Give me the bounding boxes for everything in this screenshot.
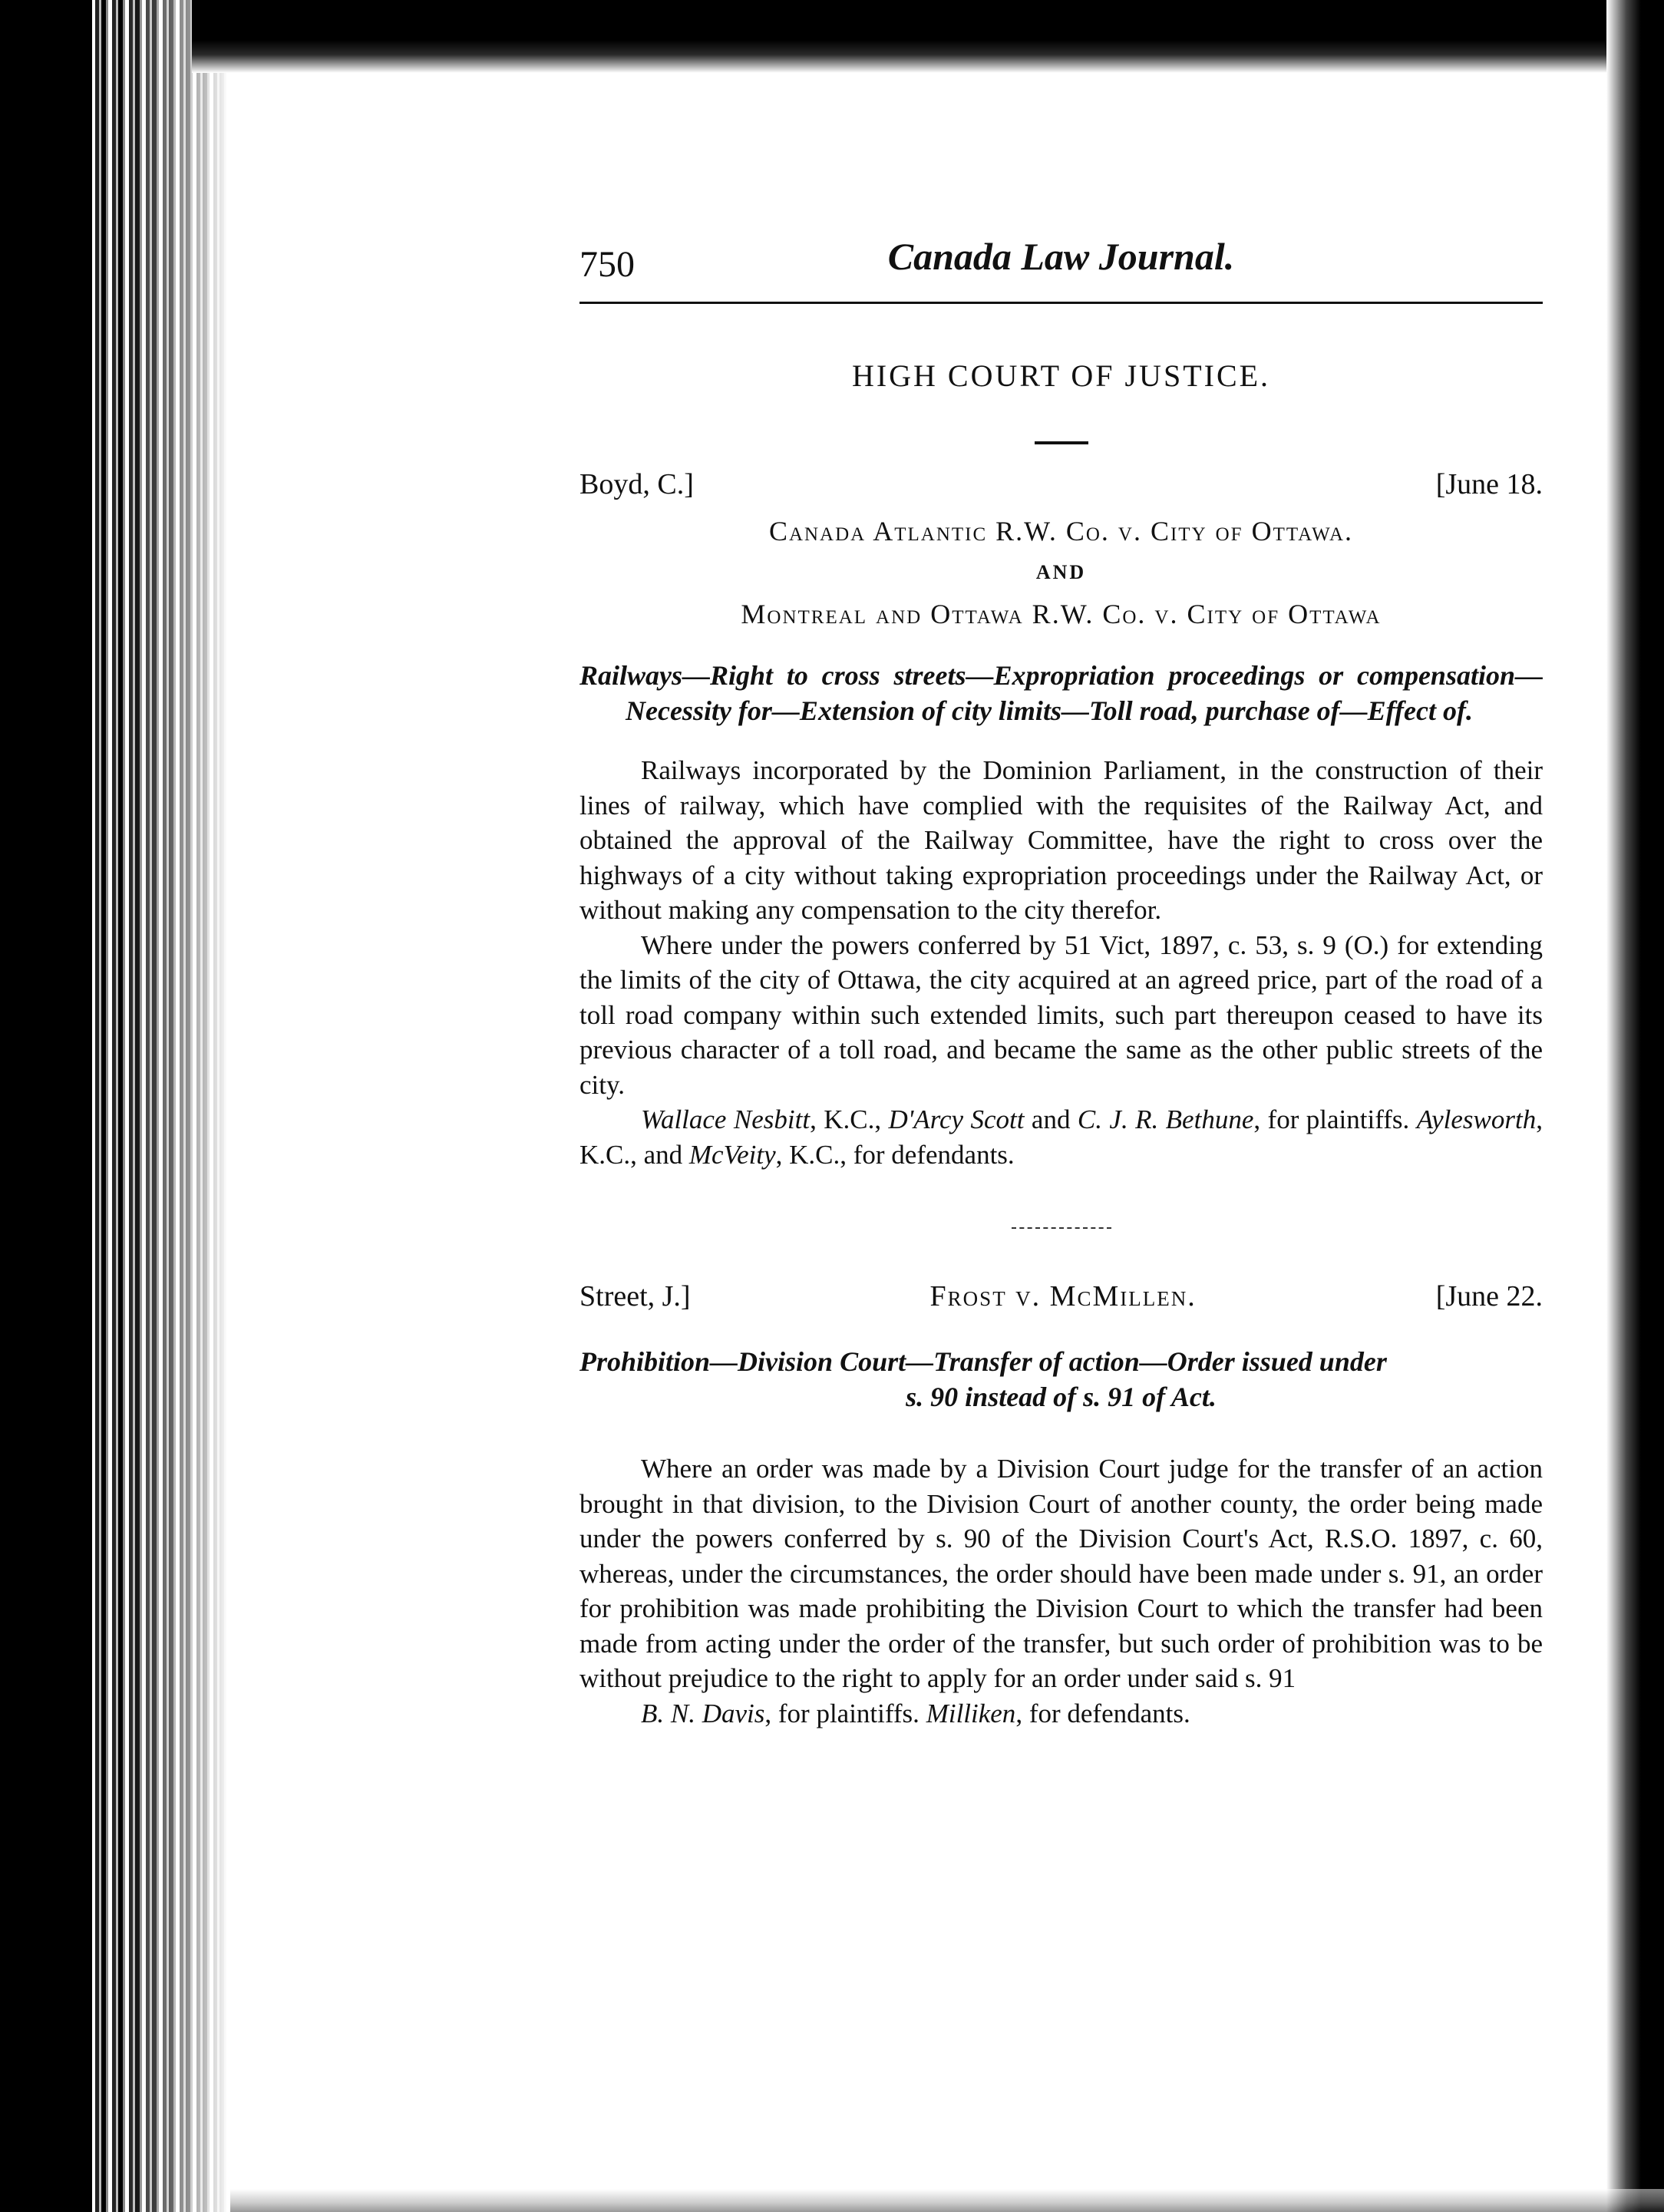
counsel-text: , for plaintiffs. <box>1253 1104 1417 1134</box>
court-heading: HIGH COURT OF JUSTICE. <box>851 358 1271 393</box>
case-headnote-line-2: s. 90 instead of s. 91 of Act. <box>906 1382 1217 1412</box>
case-title-1: Canada Atlantic R.W. Co. v. City of Ottawa. <box>768 516 1354 546</box>
counsel-name: C. J. R. Bethune <box>1077 1104 1254 1134</box>
case-frost-mcmillen <box>579 1279 1543 1731</box>
counsel-text: , for plaintiffs. <box>764 1698 926 1728</box>
running-head <box>579 234 1543 295</box>
decision-date: [June 22. <box>1435 1280 1543 1312</box>
spacer <box>579 1415 1543 1451</box>
judge-name: Boyd, C.] <box>579 468 694 500</box>
counsel-name: McVeity <box>688 1139 776 1170</box>
scan-bottom-border <box>230 2189 1664 2212</box>
judge-name: Street, J.] <box>579 1280 691 1312</box>
case-headnote-line-1: Prohibition—Division Court—Transfer of action—Order issued under <box>579 1346 1387 1377</box>
case-title: Frost v. McMillen. <box>929 1280 1197 1312</box>
counsel-name: Aylesworth <box>1416 1104 1537 1134</box>
counsel-name: D'Arcy Scott <box>888 1104 1025 1134</box>
holding-paragraph-2: Where under the powers conferred by 51 Vict, 1897, c. 53, s. 9 (O.) for extending the limits of the city of Ottawa, the city acquired at an agreed price, part of the road of a toll road company within such extended limits, such part thereupon ceased to have its previous character of a toll road, and became the same as the other public streets of the city. <box>579 929 1543 1100</box>
counsel-name: Milliken <box>926 1698 1016 1728</box>
counsel-text: and <box>1024 1104 1078 1134</box>
decision-date: [June 18. <box>1435 468 1543 500</box>
counsel-text: , for defendants. <box>1015 1698 1190 1728</box>
counsel-name: B. N. Davis <box>641 1698 765 1728</box>
counsel-text: , K.C., <box>810 1104 889 1134</box>
case-headnote: Railways—Right to cross streets—Expropriation proceedings or compensation—Necessity for—Extension of city limits—Toll road, purchase of—Effect of. <box>579 660 1543 726</box>
counsel-paragraph <box>579 1696 1543 1732</box>
scan-binding-shadow <box>0 0 92 2212</box>
counsel-name: Wallace Nesbitt <box>641 1104 811 1134</box>
case-title-connector: AND <box>1035 561 1087 583</box>
section-divider <box>1035 441 1088 444</box>
case-canada-atlantic <box>579 467 1543 1172</box>
case-divider <box>1012 1227 1111 1229</box>
case-meta-line <box>579 467 1543 501</box>
scan-top-border <box>192 0 1664 73</box>
scan-right-border <box>1606 0 1664 2212</box>
case-title-2: Montreal and Ottawa R.W. Co. v. City of Ottawa <box>741 599 1382 629</box>
page-number: 750 <box>579 244 635 285</box>
counsel-text: , K.C., for defendants. <box>775 1139 1015 1170</box>
journal-page <box>579 234 1543 1731</box>
header-rule <box>579 302 1543 304</box>
case-meta-line <box>579 1279 1543 1313</box>
holding-paragraph-1: Railways incorporated by the Dominion Parliament, in the construction of their lines of railway, which have complied with the requisites of the Railway Act, and obtained the approval of the Railway Committee, have the right to cross over the highways of a city without taking expropriation proceedings under the Railway Act, or without making any compensation to the city therefor. <box>579 755 1543 925</box>
counsel-paragraph <box>579 1102 1543 1172</box>
counsel-text: , K.C., and <box>579 1104 1543 1170</box>
journal-title: Canada Law Journal. <box>887 235 1235 278</box>
holding-paragraph: Where an order was made by a Division Court judge for the transfer of an action brought in that division, to the Division Court of another county, the order being made under the powers conferred by s. 90 of the Division Court's Act, R.S.O. 1897, c. 60, whereas, under the circumstances, the order should have been made under s. 91, an order for prohibition was made prohibiting the Division Court to which the transfer had been made from acting under the order of the transfer, but such order of prohibition was to be without prejudice to the right to apply for an order under said s. 91 <box>579 1454 1543 1693</box>
